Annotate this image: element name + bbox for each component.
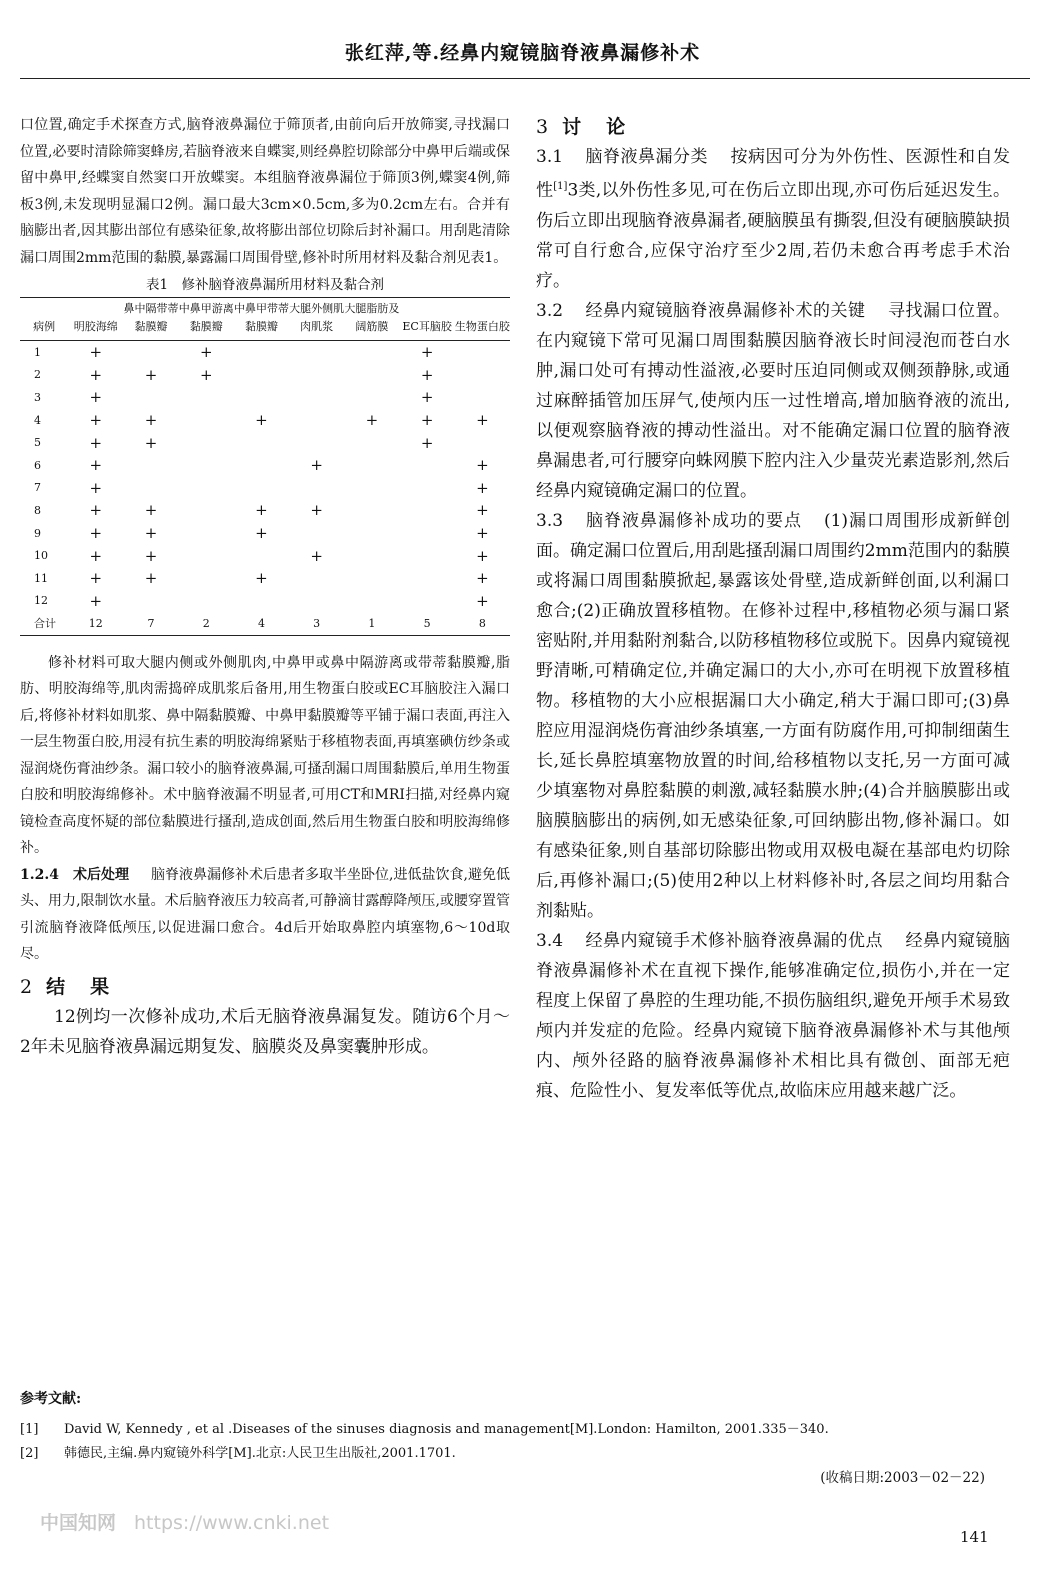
material-cell: + [89, 456, 103, 475]
material-cell [344, 567, 399, 590]
material-cell: + [476, 456, 489, 475]
references [20, 1388, 1020, 1466]
material-cell [179, 431, 234, 454]
table-total-row [20, 612, 510, 635]
material-cell [289, 522, 344, 545]
section-3-3-label: 3.3 [536, 510, 564, 531]
material-cell [400, 499, 455, 522]
material-cell [400, 590, 455, 613]
material-cell [455, 364, 510, 387]
material-cell: + [144, 411, 158, 430]
section-3-4-label: 3.4 [536, 930, 564, 951]
material-cell: + [89, 546, 103, 565]
material-cell [400, 567, 455, 590]
material-cell: + [310, 546, 323, 565]
reference-number: [1] [20, 1422, 39, 1437]
material-cell: + [420, 433, 434, 452]
material-cell [179, 567, 234, 590]
section-3-2-title: 经鼻内窥镜脑脊液鼻漏修补术的关键 [585, 300, 866, 321]
material-cell: + [89, 524, 103, 543]
running-header: 张红萍,等.经鼻内窥镜脑脊液鼻漏修补术 [344, 42, 701, 64]
material-cell: + [89, 591, 103, 610]
material-cell: + [420, 411, 434, 430]
table-row [20, 341, 510, 364]
material-cell: + [420, 388, 434, 407]
section-3-1-label: 3.1 [536, 147, 564, 167]
material-cell: + [199, 365, 213, 384]
case-number-cell: 5 [34, 436, 41, 450]
table-row [20, 567, 510, 590]
material-cell: + [420, 365, 434, 384]
material-cell: + [365, 411, 379, 430]
material-cell [289, 409, 344, 432]
section-3-1-text-a: 按病因可分为外伤性、医源性和自发性 [536, 147, 1010, 201]
reference-text: 韩德民,主编.鼻内窥镜外科学[M].北京:人民卫生出版社,2001.1701. [64, 1446, 456, 1461]
right-column [536, 112, 1010, 1106]
material-cell [400, 544, 455, 567]
material-cell [234, 341, 289, 364]
table-row [20, 590, 510, 613]
material-cell [344, 454, 399, 477]
material-cell [179, 386, 234, 409]
material-cell: + [89, 365, 103, 384]
postop-text: 脑脊液鼻漏修补术后患者多取半坐卧位,进低盐饮食,避免低头、用力,限制饮水量。术后脑脊液压力较高者,可静滴甘露醇降颅压,或腰穿置管引流脑脊液降低颅压,以促进漏口愈合。4d后开始取鼻腔内填塞物,6～10d取尽。 [20, 866, 510, 963]
material-cell [179, 409, 234, 432]
material-cell [400, 522, 455, 545]
material-cell [344, 341, 399, 364]
section-3-4 [536, 926, 1010, 1106]
table-row [20, 499, 510, 522]
discussion-title: 讨 论 [562, 116, 629, 138]
material-cell [289, 364, 344, 387]
header-rule [20, 78, 1030, 79]
material-cell [289, 477, 344, 500]
results-title: 结 果 [46, 975, 113, 998]
postop-paragraph [20, 862, 510, 968]
table-header-cell: EC耳脑胶 [402, 320, 452, 333]
material-cell: + [255, 501, 268, 520]
table-header-cell: 大腿外侧肌肉肌浆 [289, 302, 345, 333]
material-cell [234, 386, 289, 409]
material-cell [234, 431, 289, 454]
material-cell: + [476, 501, 489, 520]
material-cell: + [476, 546, 489, 565]
table-header-row [20, 298, 510, 341]
table-header-cell: 鼻中隔带蒂黏膜瓣 [123, 302, 179, 333]
material-cell: + [255, 569, 268, 588]
results-number: 2 [20, 975, 33, 998]
material-cell: + [476, 591, 489, 610]
material-cell: + [476, 524, 489, 543]
section-3-1-text-b: 3类,以外伤性多见,可在伤后立即出现,亦可伤后延迟发生。伤后立即出现脑脊液鼻漏者,硬脑膜虽有撕裂,但没有硬脑膜缺损常可自行愈合,应保守治疗至少2周,若仍未愈合再考虑手术治疗。 [536, 180, 1010, 291]
material-cell: + [89, 478, 103, 497]
table-row [20, 386, 510, 409]
material-cell [344, 431, 399, 454]
reference-item [20, 1418, 1020, 1442]
table-header-cell: 生物蛋白胶 [454, 320, 510, 333]
section-3-4-text: 经鼻内窥镜脑脊液鼻漏修补术在直视下操作,能够准确定位,损伤小,并在一定程度上保留了鼻腔的生理功能,不损伤脑组织,避免开颅手术易致颅内并发症的危险。经鼻内窥镜下脑脊液鼻漏修补术与其他颅内、颅外径路的脑脊液鼻漏修补术相比具有微创、面部无疤痕、危险性小、复发率低等优点,故临床应用越来越广泛。 [536, 930, 1011, 1101]
material-cell [344, 544, 399, 567]
cnki-logo-text: 中国知网 [40, 1512, 117, 1534]
case-number-cell: 2 [34, 368, 41, 382]
case-number-cell: 3 [34, 390, 41, 404]
material-cell [234, 364, 289, 387]
material-cell: + [144, 433, 158, 452]
material-cell: + [89, 569, 103, 588]
page-number: 141 [960, 1528, 989, 1546]
table-row [20, 477, 510, 500]
material-cell [344, 477, 399, 500]
material-cell [234, 454, 289, 477]
material-cell [344, 522, 399, 545]
material-cell: + [310, 501, 323, 520]
case-number-cell: 12 [34, 594, 48, 608]
reference-item [20, 1442, 1020, 1466]
section-3-1-title: 脑脊液鼻漏分类 [585, 147, 709, 167]
material-cell [123, 386, 178, 409]
material-cell [123, 477, 178, 500]
material-cell: + [144, 569, 158, 588]
case-number-cell: 10 [34, 549, 48, 563]
material-cell [179, 499, 234, 522]
material-cell: + [89, 388, 103, 407]
material-cell [344, 590, 399, 613]
references-title: 参考文献: [20, 1391, 82, 1407]
material-cell [234, 544, 289, 567]
total-cell: 7 [147, 616, 155, 630]
left-column [20, 112, 510, 1062]
material-cell: + [310, 456, 323, 475]
reference-text: David W, Kennedy , et al .Diseases of the sinuses diagnosis and management[M].London: Hamilton, 2001.335－340. [64, 1422, 829, 1437]
methods-paragraph: 口位置,确定手术探查方式,脑脊液鼻漏位于筛顶者,由前向后开放筛窦,寻找漏口位置,必要时清除筛窦蜂房,若脑脊液来自蝶窦,则经鼻腔切除部分中鼻甲后端或保留中鼻甲,经蝶窦自然窦口开放蝶窦。本组脑脊液鼻漏位于筛顶3例,蝶窦4例,筛板3例,未发现明显漏口2例。漏口最大3cm×0.5cm,多为0.2cm左右。合并有脑膨出者,因其膨出部位有感染征象,故将膨出部位切除后封补漏口。用刮匙清除漏口周围2mm范围的黏膜,暴露漏口周围骨壁,修补时所用材料及黏合剂见表1。 [20, 117, 510, 266]
section-3-1 [536, 142, 1010, 296]
material-cell [123, 590, 178, 613]
section-3-3 [536, 506, 1010, 926]
material-cell: + [144, 546, 158, 565]
cnki-watermark [40, 1508, 329, 1535]
total-cell: 4 [257, 616, 265, 630]
material-cell: + [255, 524, 268, 543]
section-3-4-title: 经鼻内窥镜手术修补脑脊液鼻漏的优点 [585, 930, 884, 951]
materials-table [20, 297, 510, 636]
material-cell: + [476, 411, 489, 430]
table-header-cell: 明胶海绵 [73, 320, 118, 333]
total-cell: 3 [313, 616, 321, 630]
reference-number: [2] [20, 1446, 39, 1461]
material-cell [179, 590, 234, 613]
total-cell: 1 [368, 616, 376, 630]
section-3-3-text: (1)漏口周围形成新鲜创面。确定漏口位置后,用刮匙搔刮漏口周围约2mm范围内的黏膜或将漏口周围黏膜掀起,暴露该处骨壁,造成新鲜创面,以利漏口愈合;(2)正确放置移植物。在修补过程中,移植物必须与漏口紧密贴附,并用黏附剂黏合,以防移植物移位或脱下。因鼻内窥镜视野清晰,可精确定位,并确定漏口的大小,亦可在明视下放置移植物。移植物的大小应根据漏口大小确定,稍大于漏口即可;(3)鼻腔应用湿润烧伤膏油纱条填塞,一方面有防腐作用,可抑制细菌生长,延长鼻腔填塞物放置的时间,给移植物以支托,另一方面可减少填塞物对鼻腔黏膜的刺激,减轻黏膜水肿;(4)合并脑膜膨出或脑膜脑膨出的病例,如无感染征象,可回纳膨出物,修补漏口。如有感染征象,则自基部切除膨出物或用双极电凝在基部电灼切除后,再修补漏口;(5)使用2种以上材料修补时,各层之间均用黏合剂黏贴。 [536, 510, 1010, 921]
material-cell [400, 477, 455, 500]
table-body [20, 341, 510, 636]
section-3-2-text: 寻找漏口位置。在内窥镜下常可见漏口周围黏膜因脑脊液长时间浸泡而苍白水肿,漏口处可有搏动性溢液,必要时压迫同侧或双侧颈静脉,或通过麻醉插管加压屏气,使颅内压一过性增高,增加脑脊液的流出,以便观察脑脊液的搏动性溢出。对不能确定漏口位置的脑脊液鼻漏患者,可行腰穿向蛛网膜下腔内注入少量荧光素造影剂,然后经鼻内窥镜确定漏口的位置。 [536, 300, 1011, 501]
table-row [20, 522, 510, 545]
total-cell: 5 [423, 616, 431, 630]
case-number-cell: 4 [34, 413, 41, 427]
material-cell [344, 364, 399, 387]
material-cell [289, 567, 344, 590]
material-cell [123, 454, 178, 477]
material-cell: + [89, 343, 103, 362]
material-cell [289, 386, 344, 409]
table-caption: 表1 修补脑脊液鼻漏所用材料及黏合剂 [145, 277, 385, 293]
table-header-cell: 中鼻甲带蒂黏膜瓣 [233, 302, 289, 333]
table-header-cell: 大腿脂肪及阔筋膜 [344, 302, 400, 333]
material-cell: + [255, 411, 268, 430]
material-cell [123, 341, 178, 364]
case-number-cell: 6 [34, 458, 41, 472]
material-cell [289, 431, 344, 454]
material-cell [289, 341, 344, 364]
material-cell: + [89, 501, 103, 520]
discussion-heading [536, 112, 1010, 142]
section-3-2-label: 3.2 [536, 300, 564, 321]
table-header-cell: 中鼻甲游离黏膜瓣 [178, 302, 234, 333]
table-header-cell: 病例 [33, 320, 56, 333]
section-3-3-title: 脑脊液鼻漏修补成功的要点 [585, 510, 802, 531]
table-row [20, 544, 510, 567]
materials-paragraph: 修补材料可取大腿内侧或外侧肌肉,中鼻甲或鼻中隔游离或带蒂黏膜瓣,脂肪、明胶海绵等,肌肉需捣碎成肌浆后备用,用生物蛋白胶或EC耳脑胶注入漏口后,将修补材料如肌浆、鼻中隔黏膜瓣、中鼻甲黏膜瓣等平铺于漏口表面,再注入一层生物蛋白胶,用浸有抗生素的明胶海绵紧贴于移植物表面,再填塞碘仿纱条或湿润烧伤膏油纱条。漏口较小的脑脊液鼻漏,可搔刮漏口周围黏膜后,单用生物蛋白胶和明胶海绵修补。术中脑脊液漏不明显者,可用CT和MRI扫描,对经鼻内窥镜检查高度怀疑的部位黏膜进行搔刮,造成创面,然后用生物蛋白胶和明胶海绵修补。 [20, 654, 510, 857]
material-cell: + [89, 411, 103, 430]
table-row [20, 454, 510, 477]
table-row [20, 364, 510, 387]
cnki-url: https://www.cnki.net [134, 1512, 330, 1534]
material-cell: + [144, 501, 158, 520]
material-cell: + [199, 343, 213, 362]
material-cell [289, 590, 344, 613]
total-label-cell: 合计 [34, 617, 56, 631]
table-row [20, 431, 510, 454]
received-date: (收稿日期:2003－02－22) [820, 1470, 985, 1486]
total-cell: 8 [478, 616, 486, 630]
case-number-cell: 7 [34, 481, 41, 495]
material-cell [179, 544, 234, 567]
material-cell [344, 386, 399, 409]
material-cell [344, 499, 399, 522]
material-cell [179, 454, 234, 477]
table-row [20, 409, 510, 432]
citation-1: [1] [553, 181, 568, 192]
postop-label: 1.2.4 术后处理 [20, 866, 129, 883]
material-cell [455, 386, 510, 409]
results-paragraph: 12例均一次修补成功,术后无脑脊液鼻漏复发。随访6个月～2年未见脑脊液鼻漏远期复发、脑膜炎及鼻窦囊肿形成。 [20, 1006, 510, 1057]
material-cell [234, 477, 289, 500]
section-3-2 [536, 296, 1010, 506]
material-cell: + [476, 478, 489, 497]
discussion-number: 3 [536, 116, 549, 138]
case-number-cell: 9 [34, 526, 41, 540]
material-cell [179, 522, 234, 545]
material-cell [400, 454, 455, 477]
material-cell [179, 477, 234, 500]
material-cell [234, 590, 289, 613]
case-number-cell: 1 [34, 345, 41, 359]
material-cell [455, 431, 510, 454]
material-cell: + [476, 569, 489, 588]
case-number-cell: 11 [34, 571, 48, 585]
material-cell: + [89, 433, 103, 452]
material-cell [455, 341, 510, 364]
total-cell: 12 [88, 616, 103, 630]
case-number-cell: 8 [34, 503, 41, 517]
results-heading [20, 972, 510, 1002]
material-cell: + [144, 524, 158, 543]
material-cell: + [420, 343, 434, 362]
material-cell: + [144, 365, 158, 384]
total-cell: 2 [202, 616, 210, 630]
